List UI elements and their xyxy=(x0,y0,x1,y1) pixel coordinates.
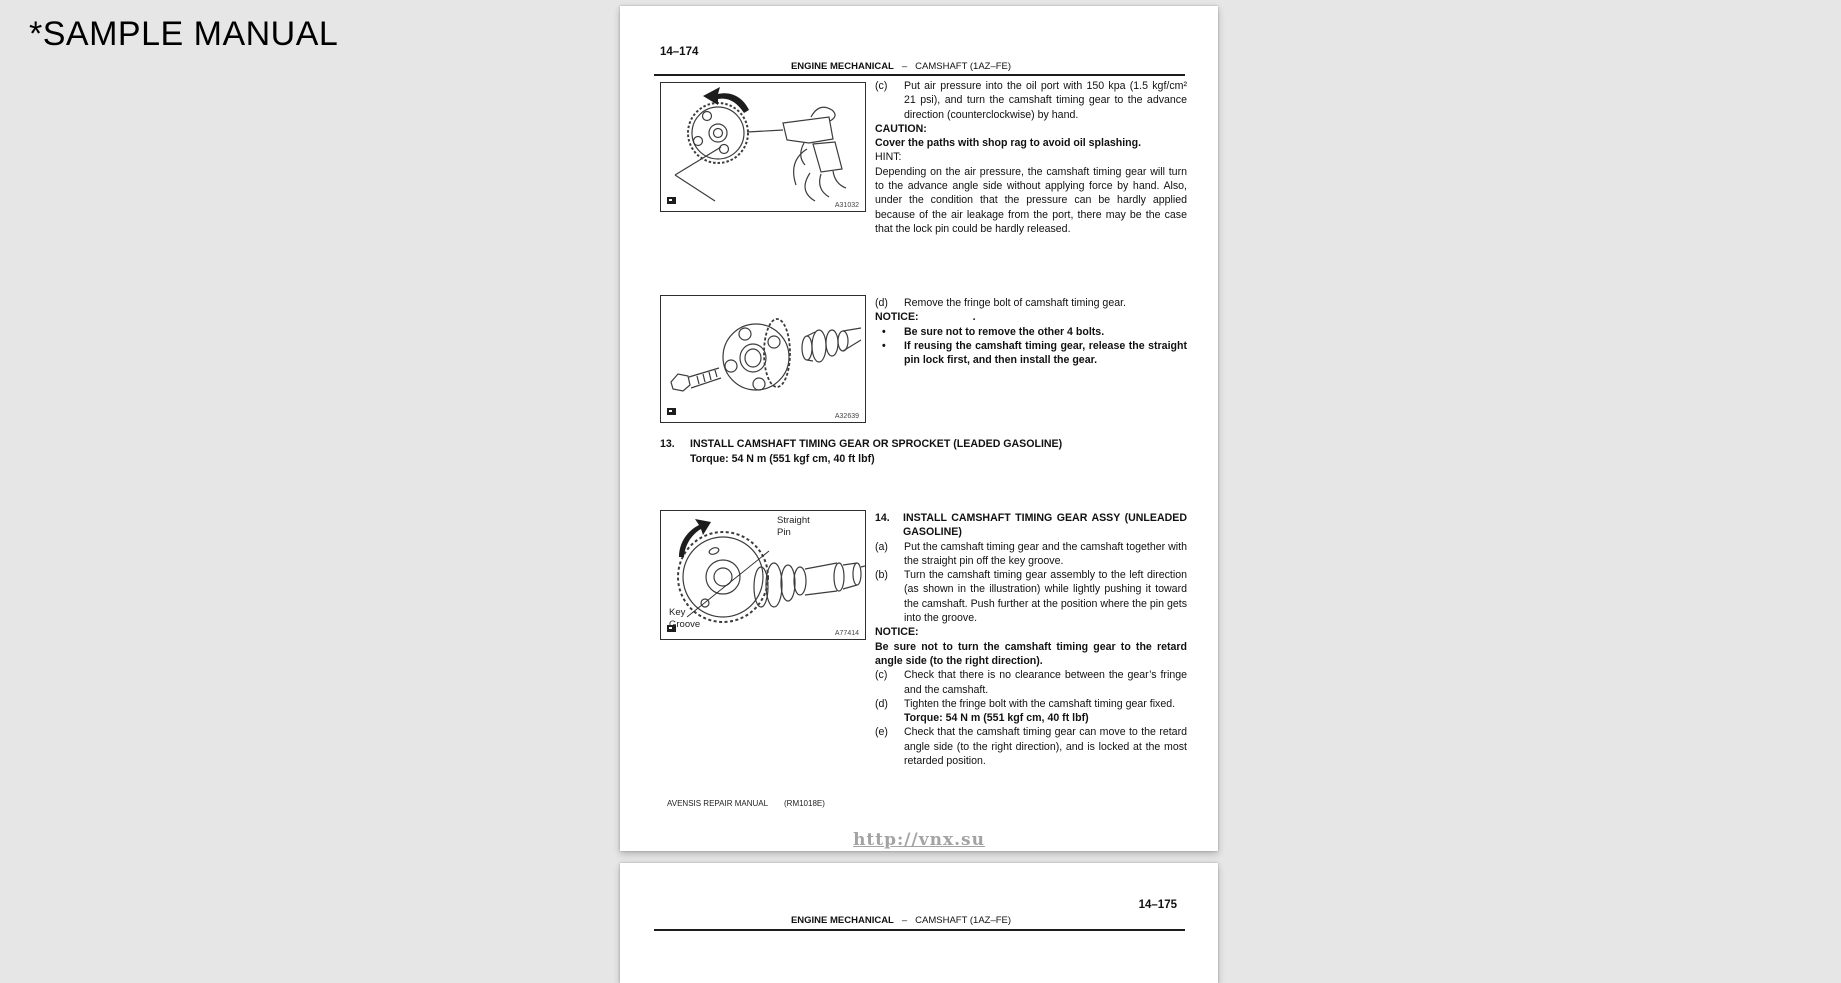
manual-page-174 xyxy=(620,6,1218,851)
header-section: ENGINE MECHANICAL xyxy=(790,61,894,72)
header-subsection: CAMSHAFT (1AZ–FE) xyxy=(915,61,1012,72)
key-groove-label: Groove xyxy=(669,619,701,630)
item-marker: (b) xyxy=(875,569,888,582)
figure-air-pressure-illustration xyxy=(660,82,866,212)
key-groove-label: Key xyxy=(669,607,686,618)
hint-text: Depending on the air pressure, the camshaft timing gear will turn to the advance angle side without applying force by hand. Also, under the condition that the pressure can be hardly applied because of the air leakage from the port, there may be the case that the lock pin could be hardly released. xyxy=(875,165,1187,235)
step-item-d xyxy=(875,697,1187,726)
page-number: 14–175 xyxy=(1138,899,1177,911)
header-section: ENGINE MECHANICAL xyxy=(790,915,894,926)
step-14-block xyxy=(875,511,1187,768)
item-marker: (c) xyxy=(875,669,888,682)
figure-timing-gear-install-illustration xyxy=(660,510,866,640)
step-item-c xyxy=(875,79,1187,122)
item-text: Put the camshaft timing gear and the camshaft together with the straight pin off the key groove. xyxy=(904,540,1187,567)
manual-footer xyxy=(667,799,825,808)
page-header xyxy=(660,915,1142,926)
header-dash: – xyxy=(901,61,908,72)
step-c-block xyxy=(875,79,1187,236)
page-header xyxy=(660,61,1142,72)
sample-manual-label: *SAMPLE MANUAL xyxy=(29,15,339,53)
step-item-e xyxy=(875,725,1187,768)
gear-camshaft-exploded-drawing xyxy=(661,296,865,422)
item-text: Tighten the fringe bolt with the camshaft timing gear fixed. xyxy=(904,697,1176,710)
footer-title: AVENSIS REPAIR MANUAL xyxy=(667,799,768,808)
figure-id-label: A31032 xyxy=(834,202,859,209)
item-text: Turn the camshaft timing gear assembly to the left direction (as shown in the illustration) while lightly pushing it toward the camshaft. Push further at the position where the pin gets into the groove. xyxy=(904,569,1187,625)
figure-fringe-bolt-illustration xyxy=(660,295,866,423)
straight-pin-label: Straight xyxy=(777,515,810,526)
header-rule xyxy=(654,929,1185,931)
watermark-url: http://vnx.su xyxy=(853,830,985,850)
sprocket-camshaft-drawing xyxy=(661,511,865,639)
notice-label: NOTICE: xyxy=(875,626,919,639)
step-number: 13. xyxy=(660,438,675,450)
step-d-block xyxy=(875,296,1187,367)
header-rule xyxy=(654,74,1185,76)
item-marker: (c) xyxy=(875,80,888,92)
step-item-d xyxy=(875,296,1187,310)
notice-label: NOTICE: xyxy=(875,311,919,324)
header-dash: – xyxy=(901,915,908,926)
step-13-block xyxy=(660,437,1190,467)
torque-line: Torque: 54 N m (551 kgf cm, 40 ft lbf) xyxy=(904,712,1089,725)
notice-bullet: • If reusing the camshaft timing gear, release the straight pin lock first, and then install the gear. xyxy=(875,339,1187,368)
item-text: Remove the fringe bolt of camshaft timing gear. xyxy=(904,297,1126,309)
step-number: 14. xyxy=(875,512,890,524)
item-marker: (d) xyxy=(875,697,888,710)
item-marker: (e) xyxy=(875,726,888,739)
item-text: Check that there is no clearance between the gear’s fringe and the camshaft. xyxy=(904,669,1187,696)
step-item-c xyxy=(875,668,1187,697)
step-title: INSTALL CAMSHAFT TIMING GEAR OR SPROCKET (LEADED GASOLINE) xyxy=(690,438,1063,450)
timing-gear-airgun-drawing xyxy=(661,83,865,211)
step-title: INSTALL CAMSHAFT TIMING GEAR ASSY (UNLEADED GASOLINE) xyxy=(903,512,1187,539)
item-marker: (d) xyxy=(875,297,888,309)
notice-bullet: • Be sure not to remove the other 4 bolts. xyxy=(875,325,1187,339)
step-13-title-line xyxy=(660,437,1190,467)
item-marker: (a) xyxy=(875,540,888,553)
caution-text: Cover the paths with shop rag to avoid oil splashing. xyxy=(875,137,1142,150)
straight-pin-label: Pin xyxy=(777,527,791,538)
item-text: Put air pressure into the oil port with 150 kpa (1.5 kgf/cm² 21 psi), and turn the camshaft timing gear to the advance direction (counterclockwise) by hand. xyxy=(904,80,1187,121)
step-item-b xyxy=(875,568,1187,625)
header-subsection: CAMSHAFT (1AZ–FE) xyxy=(915,915,1012,926)
notice-text: Be sure not to turn the camshaft timing gear to the retard angle side (to the right direction). xyxy=(875,640,1187,667)
step-14-title-line xyxy=(875,511,1187,540)
footer-code: (RM1018E) xyxy=(784,799,825,808)
torque-line: Torque: 54 N m (551 kgf cm, 40 ft lbf) xyxy=(690,453,875,465)
page-number: 14–174 xyxy=(660,46,699,58)
notice-line xyxy=(875,310,1187,324)
manual-page-175 xyxy=(620,863,1218,983)
hint-label: HINT: xyxy=(875,151,902,164)
step-item-a xyxy=(875,540,1187,569)
item-text: Check that the camshaft timing gear can move to the retard angle side (to the right direction), and is locked at the most retarded position. xyxy=(904,726,1187,768)
figure-id-label: A32639 xyxy=(834,413,859,420)
figure-id-label: A77414 xyxy=(834,630,859,637)
caution-label: CAUTION: xyxy=(875,122,927,135)
stray-dot: . xyxy=(972,311,976,324)
